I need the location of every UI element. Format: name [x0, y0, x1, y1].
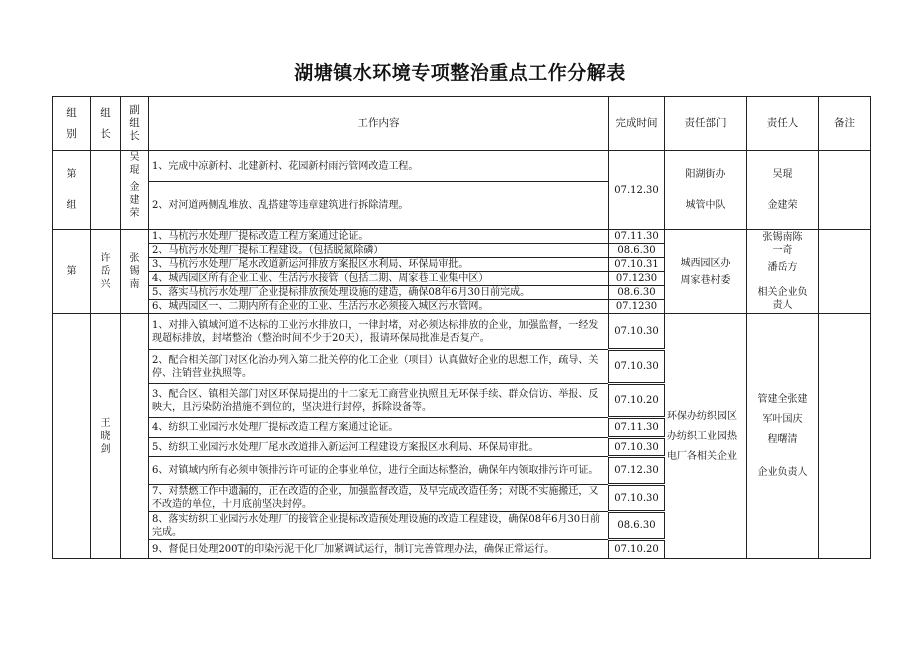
table-row: [53, 151, 871, 182]
header-deputy-char-2: 组: [129, 117, 140, 129]
group3-time-4: 07.11.30: [609, 418, 665, 438]
group1-note: [819, 151, 871, 230]
group2-person-line-2: 一奇: [772, 245, 793, 256]
group3-task-6: 6、对镇域内所有必须申领排污许可证的企事业单位，进行全面达标整治，确保年内领取排污许可证。: [149, 457, 609, 485]
header-group: [53, 97, 91, 151]
group3-dept: [665, 314, 747, 559]
group1-person: [747, 151, 819, 230]
group3-time-9: 07.10.20: [609, 540, 665, 559]
group1-deputy-char-1: 吴: [129, 152, 140, 163]
group2-person: [747, 230, 819, 314]
group3-leader-char-2: 晓: [100, 430, 111, 442]
table-row: [53, 230, 871, 244]
group1-deputy: [121, 151, 149, 230]
group2-task-6: 6、城西园区一、二期内所有企业的工业、生活污水必须接入城区污水管网。: [149, 300, 609, 314]
group2-time-1: 07.11.30: [609, 230, 665, 244]
group2-time-3: 07.10.31: [609, 258, 665, 272]
group2-time-2: 08.6.30: [609, 244, 665, 258]
work-breakdown-table: [52, 96, 871, 559]
group2-deputy-char-2: 锡: [129, 266, 140, 277]
header-content: 工作内容: [149, 97, 609, 151]
group1-dept-line-2: 城管中队: [685, 200, 726, 211]
group1-task-1: 1、完成中凉新村、北建新村、花园新村雨污管网改造工程。: [149, 151, 609, 182]
group3-person-line-4: 企业负责人: [757, 467, 808, 478]
header-leader-char-2: 长: [100, 127, 111, 140]
page-title: 湖塘镇水环境专项整治重点工作分解表: [294, 62, 626, 84]
group2-person-line-3: 潘岳方: [767, 262, 798, 273]
group3-time-8: 08.6.30: [609, 512, 665, 540]
header-leader: [91, 97, 121, 151]
group2-person-line-4: 相关企业负: [757, 287, 808, 298]
table-row: [53, 314, 871, 350]
group2-time-6: 07.1230: [609, 300, 665, 314]
group3-time-5: 07.10.30: [609, 438, 665, 457]
group1-dept: [665, 151, 747, 230]
header-row: [53, 97, 871, 151]
header-deputy: [121, 97, 149, 151]
group1-task-2: 2、对河道两侧乱堆放、乱搭建等违章建筑进行拆除清理。: [149, 182, 609, 230]
group3-leader-char-3: 剑: [100, 443, 111, 455]
group3-time-3: 07.10.20: [609, 384, 665, 418]
group1-person-line-1: 吴琨: [772, 169, 793, 180]
group2-person-line-5: 责人: [772, 300, 793, 311]
header-note: 备注: [819, 97, 871, 151]
header-deputy-char-1: 副: [129, 104, 140, 116]
header-leader-char-1: 组: [100, 106, 111, 119]
header-group-char-1: 组: [66, 106, 77, 119]
group3-deputy: [121, 314, 149, 559]
group1-name: [53, 151, 91, 230]
group3-dept-line-3: 电厂各相关企业: [667, 450, 737, 462]
group2-deputy-char-3: 南: [129, 279, 140, 290]
group2-dept-line-1: 城西园区办: [680, 257, 731, 269]
group2-task-5: 5、落实马杭污水处理厂企业提标排放预处理设施的建造，确保08年6月30日前完成。: [149, 286, 609, 300]
group3-person: [747, 314, 819, 559]
group3-dept-line-1: 环保办纺织园区: [667, 410, 737, 422]
group2-leader-char-3: 兴: [100, 279, 111, 290]
group3-time-7: 07.10.30: [609, 485, 665, 512]
group2-leader-char-2: 岳: [100, 266, 111, 277]
header-time: 完成时间: [609, 97, 665, 151]
group3-task-5: 5、纺织工业园污水处理厂尾水改道排入新运河工程建设方案报区水利局、环保局审批。: [149, 438, 609, 457]
group3-dept-line-2: 办纺织工业园热: [667, 430, 737, 442]
group3-task-2: 2、配合相关部门对区化治办列入第二批关停的化工企业（项目）认真做好企业的思想工作，疏导、关停、注销营业执照等。: [149, 350, 609, 384]
group1-deputy-char-2: 琨: [129, 165, 140, 176]
group3-leader: [91, 314, 121, 559]
group1-leader: [91, 151, 121, 230]
group3-task-3: 3、配合区、镇相关部门对区环保局提出的十二家无工商营业执照且无环保手续、群众信访、举报、反映大，且污染防治措施不到位的，坚决进行封停，拆除设备等。: [149, 384, 609, 418]
group3-person-line-2: 军叶国庆: [762, 414, 803, 425]
group3-time-6: 07.12.30: [609, 457, 665, 485]
group2-task-4: 4、城西园区所有企业工业、生活污水接管（包括二期、周家巷工业集中区）: [149, 272, 609, 286]
group1-person-line-2: 金建荣: [767, 200, 798, 211]
group1-deputy-char-4: 建: [129, 195, 140, 206]
group2-name: 第: [53, 230, 91, 314]
group1-deputy-char-3: 金: [129, 182, 140, 193]
header-deputy-char-3: 长: [129, 130, 140, 142]
group2-deputy: [121, 230, 149, 314]
group3-task-8: 8、落实纺织工业园污水处理厂的接管企业提标改造预处理设施的改造工程建设，确保08年6月30日前完成。: [149, 512, 609, 540]
group1-time: 07.12.30: [609, 151, 665, 230]
group2-time-4: 07.1230: [609, 272, 665, 286]
group2-time-5: 08.6.30: [609, 286, 665, 300]
header-dept: 责任部门: [665, 97, 747, 151]
group3-time-1: 07.10.30: [609, 314, 665, 350]
group2-task-1: 1、马杭污水处理厂提标改造工程方案通过论证。: [149, 230, 609, 244]
group1-name-char-1: 第: [66, 169, 77, 180]
group3-task-9: 9、督促日处理200T的印染污泥干化厂加紧调试运行，制订完善管理办法，确保正常运行。: [149, 540, 609, 559]
group2-leader-char-1: 许: [100, 253, 111, 264]
group3-name: [53, 314, 91, 559]
group3-task-4: 4、纺织工业园污水处理厂提标改造工程方案通过论证。: [149, 418, 609, 438]
group3-person-line-3: 程曙清: [767, 434, 798, 445]
group2-note: [819, 230, 871, 314]
group2-leader: [91, 230, 121, 314]
group1-deputy-char-5: 荣: [129, 208, 140, 219]
group1-name-char-2: 组: [66, 200, 77, 211]
group3-leader-char-1: 王: [100, 417, 111, 429]
group2-person-line-1: 张锡南陈: [762, 232, 803, 243]
header-group-char-2: 别: [66, 127, 77, 140]
group3-task-1: 1、对排入镇域河道不达标的工业污水排放口，一律封堵，对必须达标排放的企业，加强监督，一经发现超标排放，封堵整治（整治时间不少于20天），报请环保局批准是否复产。: [149, 314, 609, 350]
group3-task-7: 7、对禁燃工作中遗漏的，正在改造的企业，加强监督改造，及早完成改造任务；对既不实施搬迁，又不改造的单位，十月底前坚决封停。: [149, 485, 609, 512]
group3-time-2: 07.10.30: [609, 350, 665, 384]
group2-dept: [665, 230, 747, 314]
group2-task-2: 2、马杭污水处理厂提标工程建设。（包括脱氮除磷）: [149, 244, 609, 258]
group2-deputy-char-1: 张: [129, 253, 140, 264]
group1-dept-line-1: 阳湖街办: [685, 169, 726, 180]
group2-task-3: 3、马杭污水处理厂尾水改道新运河排放方案报区水利局、环保局审批。: [149, 258, 609, 272]
header-person: 责任人: [747, 97, 819, 151]
group3-person-line-1: 管建全张建: [757, 394, 808, 405]
group3-note: [819, 314, 871, 559]
group2-dept-line-2: 周家巷村委: [680, 274, 731, 286]
